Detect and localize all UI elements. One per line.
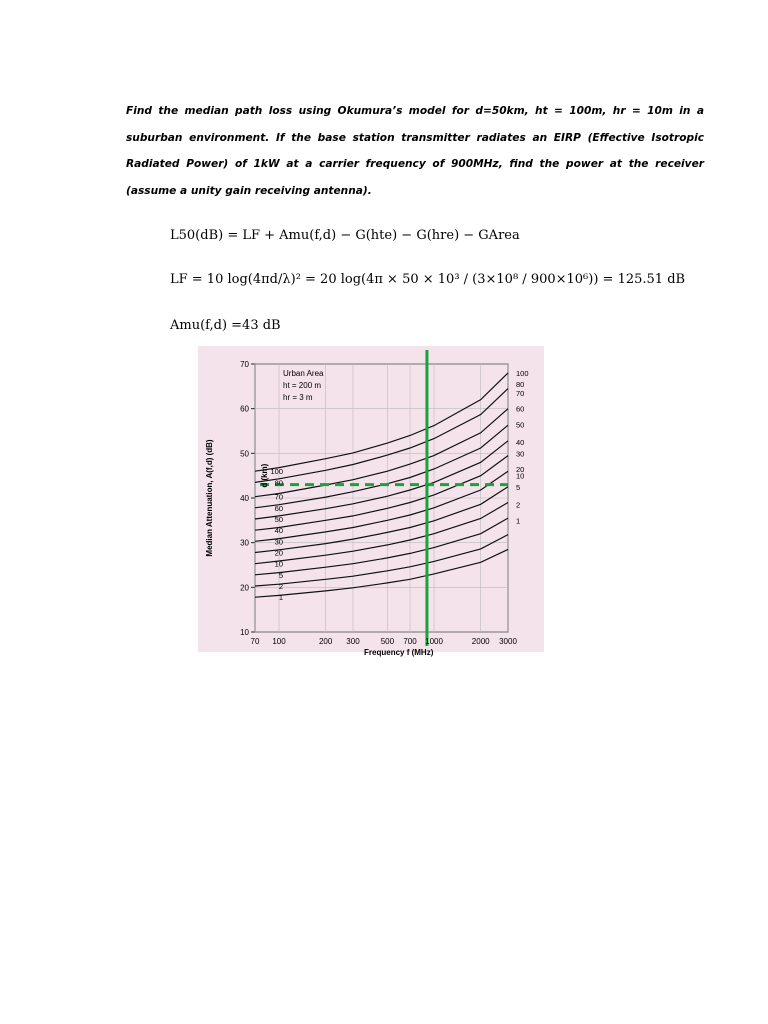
right-d-label: 40 <box>516 438 525 448</box>
right-d-label: 10 <box>516 471 525 481</box>
right-d-label: 80 <box>516 380 525 390</box>
right-d-label: 60 <box>516 404 525 414</box>
left-d-label: 2 <box>278 581 283 591</box>
left-d-label: 100 <box>270 467 283 477</box>
right-d-label: 100 <box>516 368 529 378</box>
y-tick-label: 20 <box>240 583 249 593</box>
x-tick-label: 500 <box>380 637 395 646</box>
left-d-label: 1 <box>278 593 283 603</box>
legend-line: ht = 200 m <box>283 381 322 390</box>
right-d-label: 2 <box>516 500 521 510</box>
left-d-label: 20 <box>274 548 283 558</box>
problem-statement: Find the median path loss using Okumura’s model for d=50km, ht = 100m, hr = 10m in a suburban environment. If the base station transmitter radiates an EIRP (Effective Isotropic Radiated Power) of 1kW at a carrier frequency of 900MHz, find the power at the receiver (assume a unity gain receiving antenna). <box>126 105 704 197</box>
y-tick-label: 70 <box>240 360 249 369</box>
left-d-label: 60 <box>274 503 283 513</box>
chart-background <box>198 346 544 652</box>
equation-lf: LF = 10 log(4πd/λ)² = 20 log(4π × 50 × 10³ / (3×10⁸ / 900×10⁶)) = 125.51 dB <box>170 272 686 287</box>
right-d-label: 30 <box>516 449 525 459</box>
y-tick-label: 60 <box>240 404 249 414</box>
chart-svg <box>198 346 544 657</box>
right-d-label: 50 <box>516 420 525 430</box>
x-tick-label: 3000 <box>499 637 517 646</box>
right-d-label: 20 <box>516 464 525 474</box>
right-d-label: 1 <box>516 516 521 526</box>
equation-l50: L50(dB) = LF + Amu(f,d) − G(hte) − G(hre) − GArea <box>170 228 520 243</box>
x-tick-label: 2000 <box>471 637 490 646</box>
y-tick-label: 30 <box>240 538 249 548</box>
legend-line: hr = 3 m <box>283 393 313 402</box>
left-d-label: 5 <box>278 570 283 580</box>
right-d-label: 70 <box>516 389 525 399</box>
equation-amu: Amu(f,d) =43 dB <box>170 318 281 333</box>
left-d-label: 80 <box>274 478 283 488</box>
x-axis-title: Frequency f (MHz) <box>364 648 434 657</box>
okumura-chart <box>198 346 544 657</box>
y-axis-title: Median Attenuation, A(f,d) (dB) <box>205 439 214 557</box>
x-tick-label: 1000 <box>425 637 443 646</box>
left-d-label: 40 <box>274 526 283 536</box>
y-tick-label: 10 <box>240 628 249 637</box>
right-d-label: 5 <box>516 482 521 492</box>
x-tick-label: 200 <box>318 637 333 646</box>
x-tick-label: 70 <box>250 637 260 646</box>
left-d-label: 10 <box>274 559 283 569</box>
x-tick-label: 700 <box>403 637 417 646</box>
left-d-label: 30 <box>274 537 283 547</box>
y-tick-label: 50 <box>240 449 249 459</box>
left-d-label: 50 <box>274 514 283 524</box>
d-axis-title: d (km) <box>260 463 269 488</box>
x-tick-label: 100 <box>272 637 286 646</box>
y-tick-label: 40 <box>240 494 249 503</box>
left-d-label: 70 <box>274 492 283 502</box>
x-tick-label: 300 <box>346 637 360 646</box>
legend-line: Urban Area <box>283 369 324 378</box>
